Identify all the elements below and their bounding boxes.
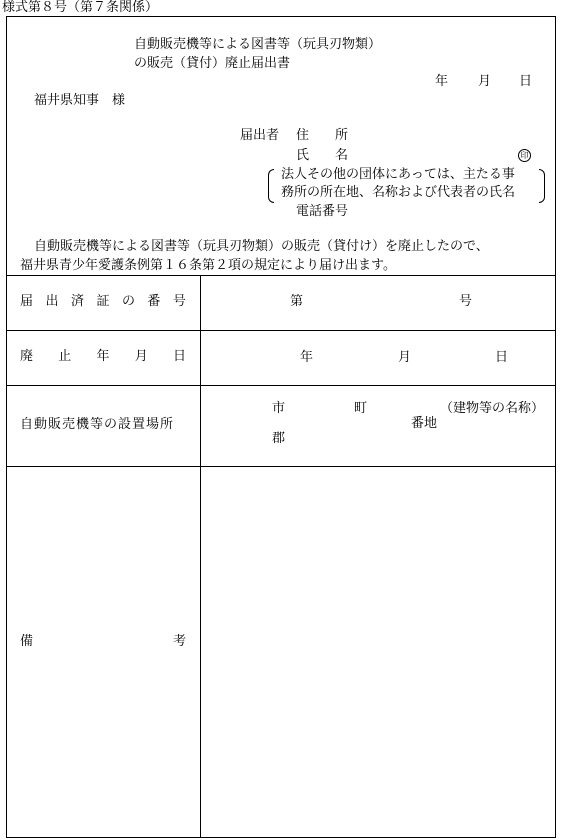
corp-note-line1: 法人その他の団体にあっては、主たる事	[281, 167, 515, 182]
address-label: 住 所	[296, 128, 349, 143]
label-char: 廃	[20, 349, 34, 364]
cert-number-suffix[interactable]: 号	[459, 294, 473, 309]
row-divider-1	[6, 330, 556, 331]
label-char: 年	[96, 349, 110, 364]
row-divider-2	[6, 385, 556, 386]
cert-number-label	[20, 295, 186, 308]
label-char: 証	[96, 294, 110, 309]
label-char: 済	[70, 294, 84, 309]
abolition-month[interactable]: 月	[398, 350, 412, 365]
corp-note-bracket-right	[539, 169, 545, 203]
location-county[interactable]: 郡	[272, 431, 286, 446]
date-year: 年	[435, 74, 449, 89]
addressee: 福井県知事 様	[34, 93, 126, 108]
location-label: 自動販売機等の設置場所	[20, 417, 175, 432]
name-label: 氏 名	[296, 148, 349, 163]
abolition-day[interactable]: 日	[495, 350, 509, 365]
location-building[interactable]: （建物等の名称）	[440, 401, 545, 416]
phone-label: 電話番号	[296, 204, 349, 219]
location-town[interactable]: 町	[354, 401, 368, 416]
form-number: 様式第８号（第７条関係）	[2, 0, 159, 15]
label-char: 出	[45, 294, 59, 309]
label-char: 考	[172, 634, 186, 649]
corp-note-bracket-left	[268, 169, 274, 203]
abolition-date-label	[20, 350, 186, 363]
corp-note-line2: 務所の所在地、名称および代表者の氏名	[281, 185, 516, 200]
label-char: 日	[172, 349, 186, 364]
label-char: の	[121, 294, 135, 309]
abolition-year[interactable]: 年	[300, 350, 314, 365]
form-title-line2: の販売（貸付）廃止届出書	[134, 56, 291, 71]
seal-mark: 印	[518, 149, 531, 162]
label-char: 番	[147, 294, 161, 309]
remarks-label	[20, 635, 186, 648]
form-title-line1: 自動販売機等による図書等（玩具刃物類）	[134, 37, 382, 52]
table-top-line	[6, 275, 556, 276]
label-char: 止	[58, 349, 72, 364]
body-text-line1: 自動販売機等による図書等（玩具刃物類）の販売（貸付け）を廃止したので、	[34, 239, 489, 254]
label-char: 号	[172, 294, 186, 309]
body-text-line2: 福井県青少年愛護条例第１６条第２項の規定により届け出ます。	[20, 258, 396, 273]
date-day: 日	[519, 74, 533, 89]
location-city[interactable]: 市	[272, 401, 286, 416]
date-month: 月	[478, 74, 492, 89]
cert-number-prefix[interactable]: 第	[290, 294, 304, 309]
remarks-field[interactable]	[201, 467, 555, 837]
notifier-label: 届出者	[240, 128, 280, 143]
label-char: 月	[134, 349, 148, 364]
label-char: 届	[20, 294, 34, 309]
location-lot[interactable]: 番地	[411, 416, 438, 431]
label-char: 備	[20, 634, 34, 649]
